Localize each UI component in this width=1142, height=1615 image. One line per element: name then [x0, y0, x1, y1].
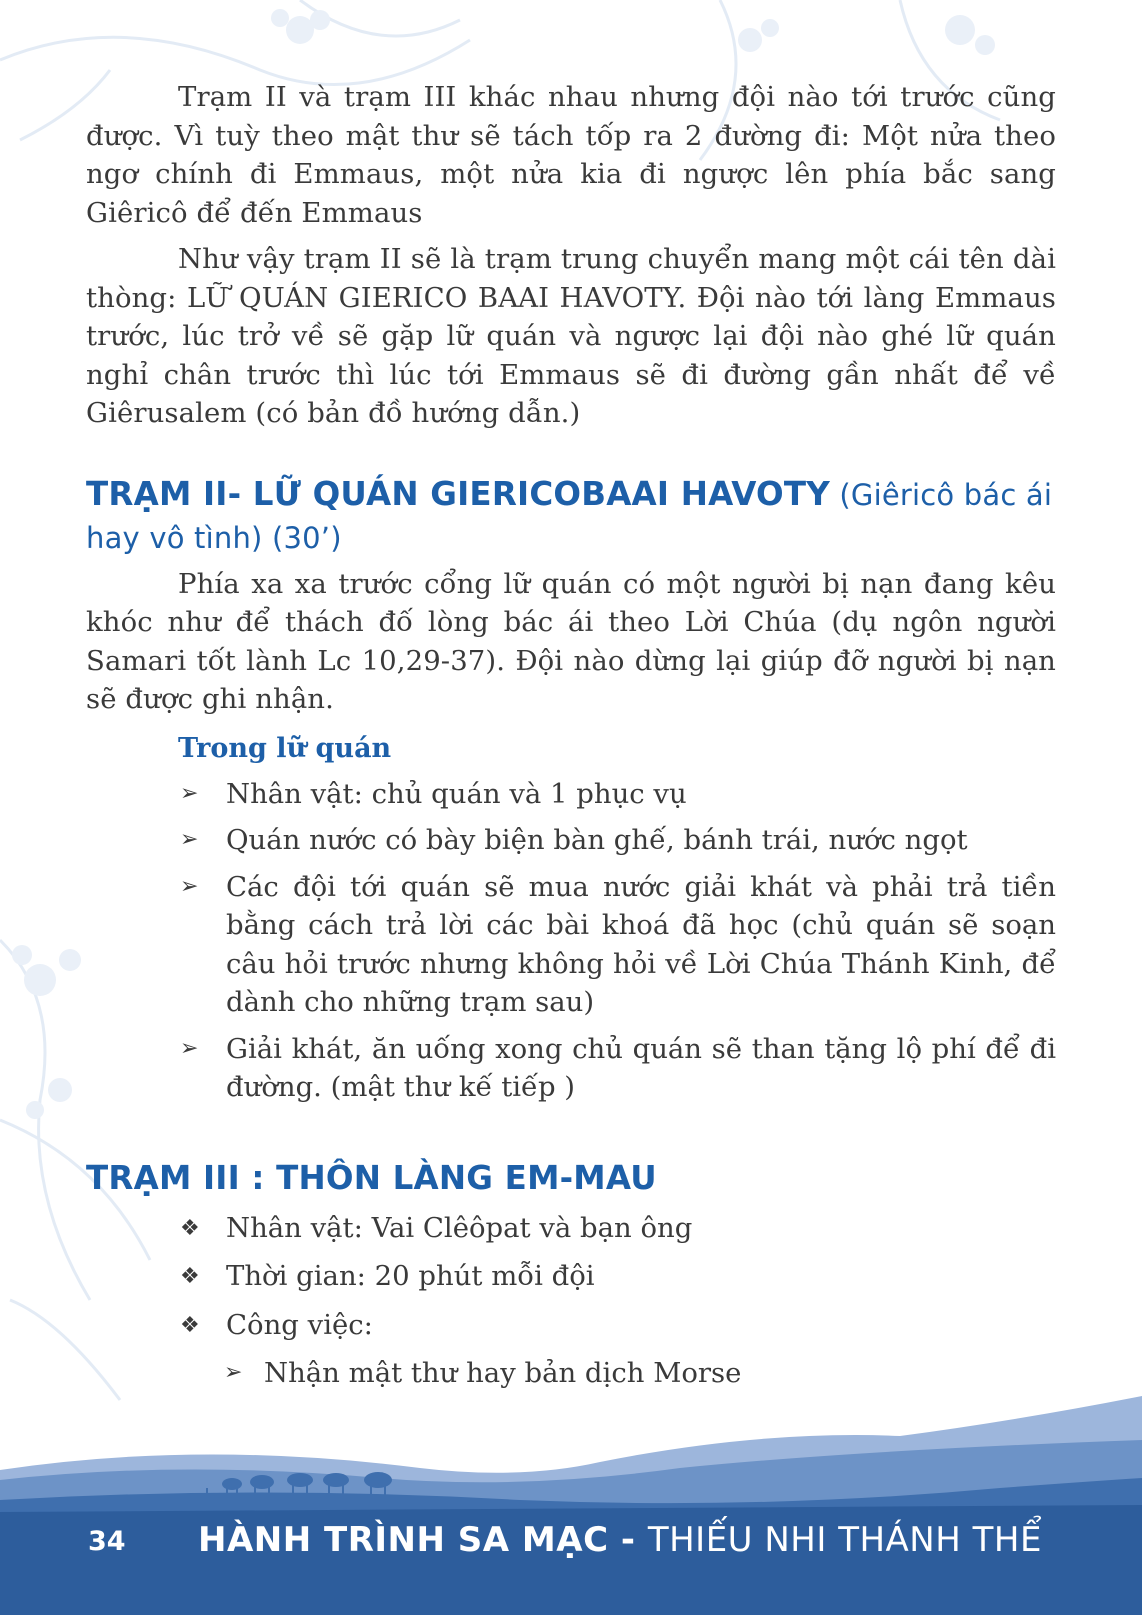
section-paragraph: Phía xa xa trước cổng lữ quán có một người bị nạn đang kêu khóc như để thách đố lòng bác ái theo Lời Chúa (dụ ngôn người Samari tốt lành Lc 10,29-37). Đội nào dừng lại giúp đỡ người bị nạn sẽ được ghi nhận. [86, 567, 1056, 715]
page-footer [0, 1520, 1142, 1580]
diamond-list [86, 1209, 1056, 1345]
list-item-text: Nhân vật: Vai Clêôpat và bạn ông [226, 1211, 693, 1244]
diamond-bullet-icon: ❖ [180, 1264, 200, 1289]
book-title-separator: - [608, 1520, 648, 1560]
list-item [86, 775, 1056, 814]
arrow-bullet-icon: ➢ [180, 827, 199, 852]
list-item-text: Nhận mật thư hay bản dịch Morse [264, 1357, 742, 1389]
list-item-text: Công việc: [226, 1308, 373, 1341]
body-paragraph: Như vậy trạm II sẽ là trạm trung chuyển mang một cái tên dài thòng: LỮ QUÁN GIERICO BAAI HAVOTY. Đội nào tới làng Emmaus trước, lúc trở về sẽ gặp lữ quán và ngược lại đội nào ghé lữ quán nghỉ chân trước thì lúc tới Emmaus sẽ đi đường gần nhất để về Giêrusalem (có bản đồ hướng dẫn.) [86, 243, 1056, 429]
section-heading-bold: TRẠM II- LỮ QUÁN GIERICOBAAI HAVOTY [86, 474, 830, 513]
section-heading-tram-iii: TRẠM III : THÔN LÀNG EM-MAU [86, 1158, 657, 1197]
subheading-trong-lu-quan: Trong lữ quán [178, 732, 392, 764]
section-heading-note: (Giêricô bác ái hay vô tình) (30’) [86, 477, 1053, 555]
arrow-bullet-icon: ➢ [180, 1035, 199, 1061]
arrow-bullet-icon: ➢ [180, 780, 199, 806]
list-item-text: Nhân vật: chủ quán và 1 phục vụ [226, 777, 687, 810]
section-heading-tram-ii [86, 473, 1056, 559]
desert-dunes-icon [0, 1396, 1142, 1615]
book-title-bold: HÀNH TRÌNH SA MẠC [198, 1520, 609, 1560]
book-title [198, 1520, 1042, 1560]
diamond-bullet-icon: ❖ [180, 1312, 200, 1338]
page-content [86, 78, 1056, 1393]
list-item-text: Các đội tới quán sẽ mua nước giải khát và phải trả tiền bằng cách trả lời các bài khoá đã học (chủ quán sẽ soạn câu hỏi trước nhưng không hỏi về Lời Chúa Thánh Kinh, để dành cho những trạm sau) [226, 870, 1056, 1018]
list-item [86, 1354, 1056, 1393]
list-item-text: Thời gian: 20 phút mỗi đội [226, 1260, 595, 1292]
list-item [86, 1257, 1056, 1296]
list-item [86, 1209, 1056, 1248]
arrow-bullet-icon: ➢ [180, 873, 199, 899]
body-paragraph: Trạm II và trạm III khác nhau nhưng đội nào tới trước cũng được. Vì tuỳ theo mật thư sẽ tách tốp ra 2 đường đi: Một nửa theo ngơ chính đi Emmaus, một nửa kia đi ngược lên phía bắc sang Giêricô để đến Emmaus [86, 81, 1056, 229]
diamond-bullet-icon: ❖ [180, 1215, 200, 1241]
bullet-list [86, 775, 1056, 1107]
list-item [86, 868, 1056, 1022]
list-item-text: Quán nước có bày biện bàn ghế, bánh trái, nước ngọt [226, 824, 968, 856]
nested-arrow-list [86, 1354, 1056, 1393]
list-item [86, 1030, 1056, 1107]
arrow-bullet-icon: ➢ [224, 1360, 243, 1385]
page-number: 34 [88, 1526, 126, 1557]
list-item-text: Giải khát, ăn uống xong chủ quán sẽ than tặng lộ phí để đi đường. (mật thư kế tiếp ) [226, 1032, 1056, 1103]
list-item [86, 821, 1056, 860]
book-title-light: THIẾU NHI THÁNH THỂ [647, 1520, 1042, 1560]
list-item [86, 1306, 1056, 1345]
